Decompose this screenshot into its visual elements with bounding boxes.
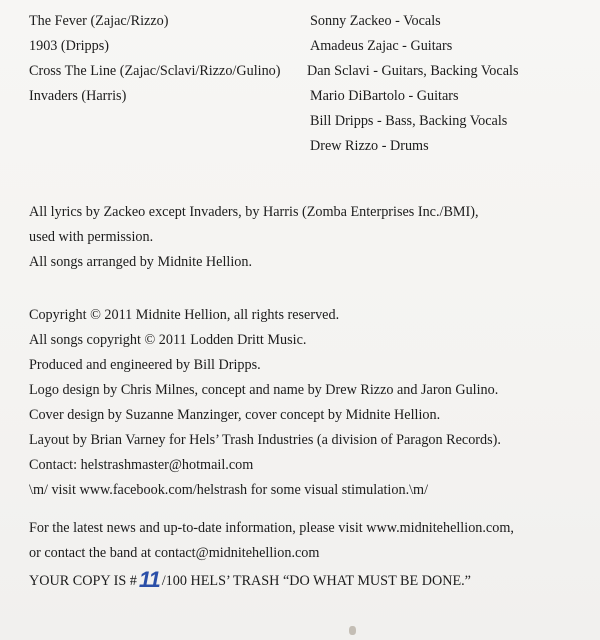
lyrics-credit-2: used with permission. <box>29 229 154 245</box>
production-credit-5: Cover design by Suzanne Manzinger, cover concept by Midnite Hellion. <box>29 407 441 423</box>
copy-suffix: /100 HELS’ TRASH “DO WHAT MUST BE DONE.” <box>161 573 471 589</box>
track-4: Invaders (Harris) <box>29 88 127 104</box>
member-4: Mario DiBartolo - Guitars <box>310 88 459 104</box>
lyrics-credit-3: All songs arranged by Midnite Hellion. <box>29 254 253 270</box>
member-2: Amadeus Zajac - Guitars <box>310 38 453 54</box>
production-credit-3: Produced and engineered by Bill Dripps. <box>29 357 261 373</box>
paper-speck <box>349 626 356 635</box>
contact-line: Contact: helstrashmaster@hotmail.com <box>29 457 254 473</box>
footer-line-2: or contact the band at contact@midnitehellion.com <box>29 545 320 561</box>
production-credit-1: Copyright © 2011 Midnite Hellion, all rights reserved. <box>29 307 340 323</box>
production-credit-2: All songs copyright © 2011 Lodden Dritt Music. <box>29 332 307 348</box>
member-1: Sonny Zackeo - Vocals <box>310 13 441 29</box>
production-credit-4: Logo design by Chris Milnes, concept and name by Drew Rizzo and Jaron Gulino. <box>29 382 499 398</box>
footer-line-1: For the latest news and up-to-date information, please visit www.midnitehellion.com, <box>29 520 514 536</box>
production-credit-6: Layout by Brian Varney for Hels’ Trash Industries (a division of Paragon Records). <box>29 432 501 448</box>
track-2: 1903 (Dripps) <box>29 38 109 54</box>
member-6: Drew Rizzo - Drums <box>310 138 429 154</box>
track-3: Cross The Line (Zajac/Sclavi/Rizzo/Gulino) <box>29 63 281 79</box>
lyrics-credit-1: All lyrics by Zackeo except Invaders, by Harris (Zomba Enterprises Inc./BMI), <box>29 204 479 220</box>
copy-prefix: YOUR COPY IS # <box>29 573 137 589</box>
copy-number-line <box>29 569 471 590</box>
member-5: Bill Dripps - Bass, Backing Vocals <box>310 113 508 129</box>
member-3: Dan Sclavi - Guitars, Backing Vocals <box>307 63 519 79</box>
handwritten-copy-number: 11 <box>138 567 160 592</box>
track-1: The Fever (Zajac/Rizzo) <box>29 13 169 29</box>
facebook-line: \m/ visit www.facebook.com/helstrash for some visual stimulation.\m/ <box>29 482 429 498</box>
